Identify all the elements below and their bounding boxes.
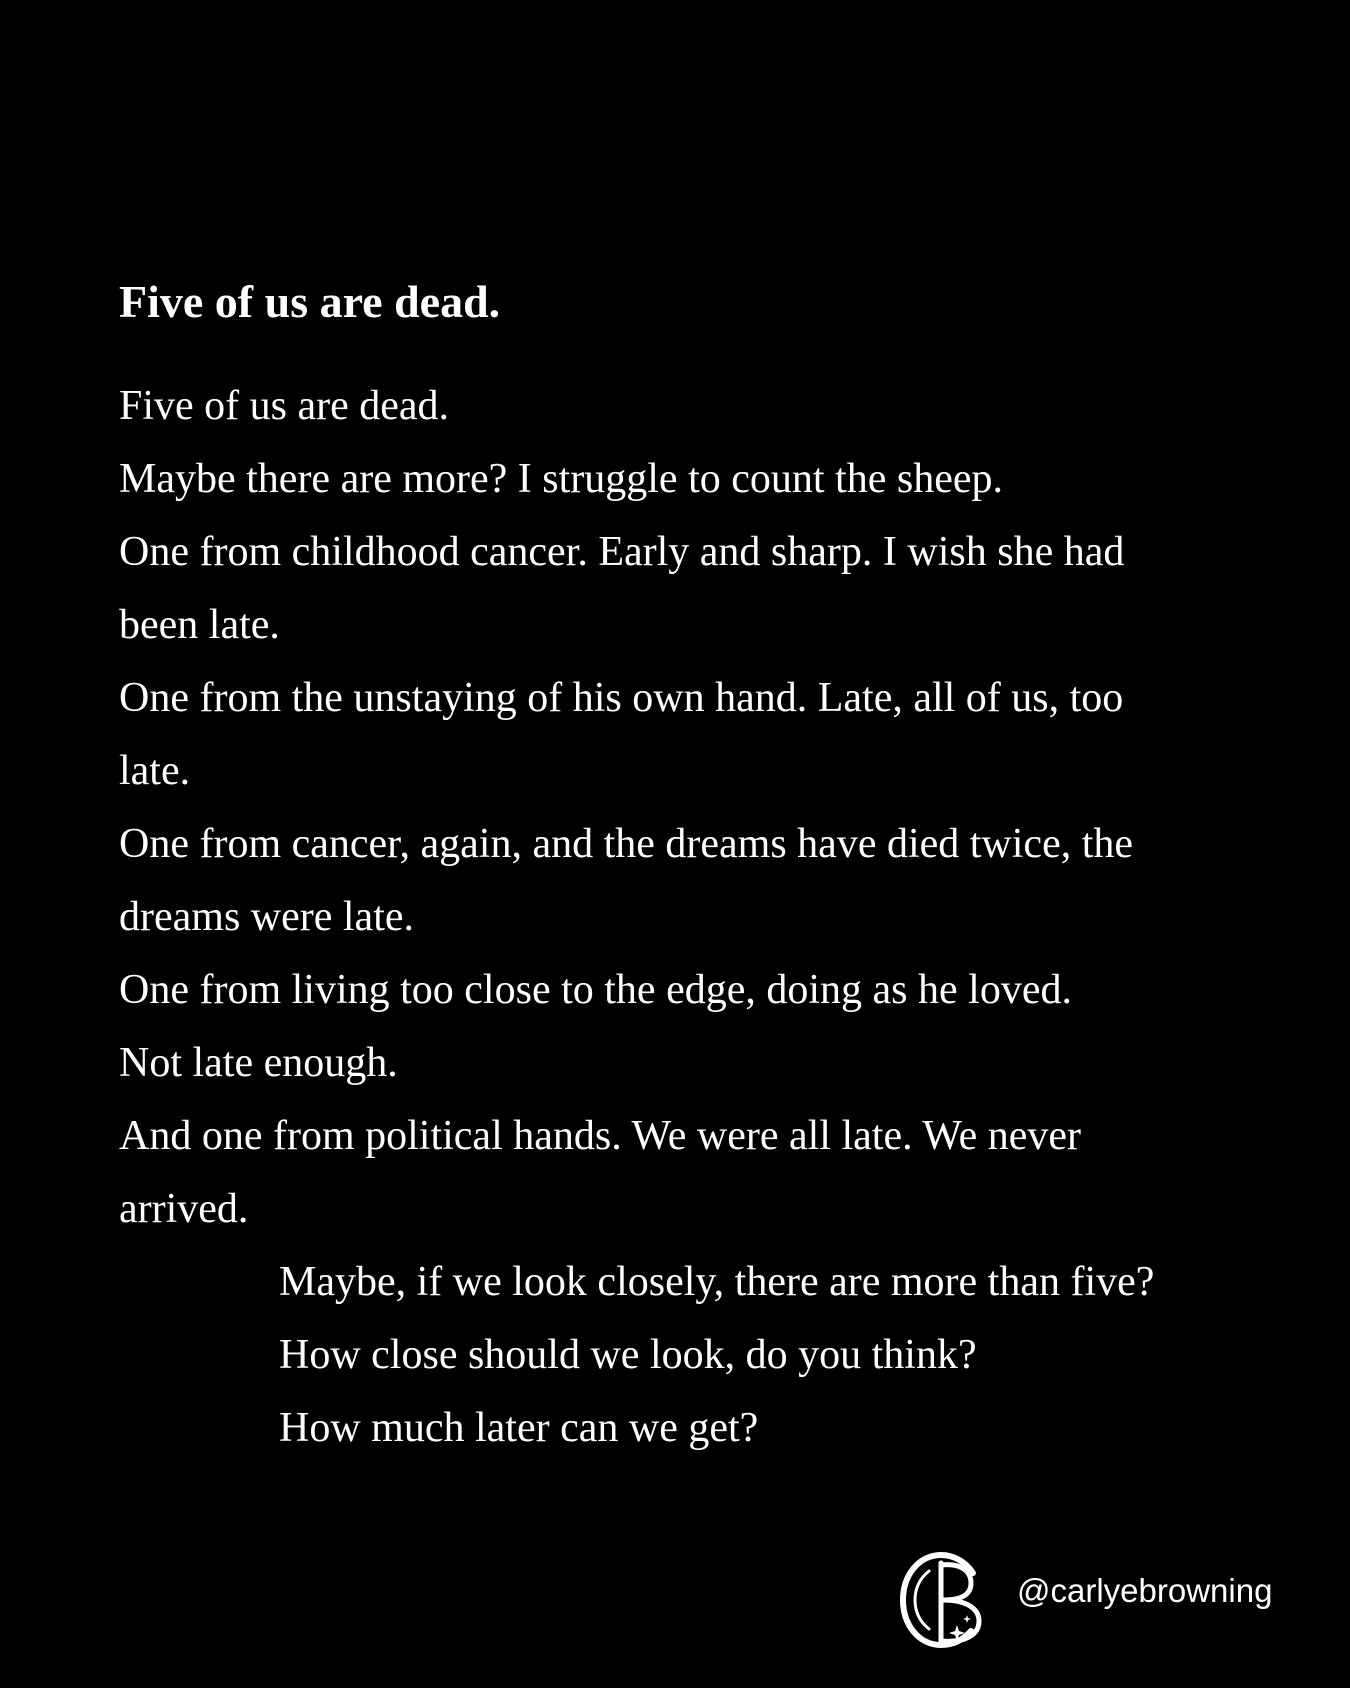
poem-title: Five of us are dead. <box>119 276 501 327</box>
poem-indented-line: Maybe, if we look closely, there are more than five? <box>279 1259 1155 1305</box>
cb-monogram-icon <box>895 1545 995 1655</box>
poem-indented-line: How much later can we get? <box>279 1405 759 1451</box>
poem-line: arrived. <box>119 1186 249 1232</box>
poem-line: Maybe there are more? I struggle to count the sheep. <box>119 456 1003 502</box>
poem-line: One from the unstaying of his own hand. Late, all of us, too <box>119 675 1124 721</box>
poem-line: Five of us are dead. <box>119 383 450 429</box>
poem-line: late. <box>119 748 191 794</box>
poem-line: dreams were late. <box>119 894 415 940</box>
author-handle: @carlyebrowning <box>1017 1572 1273 1609</box>
poem-line: And one from political hands. We were all late. We never <box>119 1113 1082 1159</box>
poem-line: One from cancer, again, and the dreams have died twice, the <box>119 821 1134 867</box>
brand-signature <box>895 1545 1272 1655</box>
poem-indented-line: How close should we look, do you think? <box>279 1332 977 1378</box>
poem-line: One from living too close to the edge, doing as he loved. <box>119 967 1072 1013</box>
poem-line: One from childhood cancer. Early and sharp. I wish she had <box>119 529 1125 575</box>
poem-line: been late. <box>119 602 280 648</box>
poem-body <box>119 370 1259 1465</box>
poem-line: Not late enough. <box>119 1040 398 1086</box>
